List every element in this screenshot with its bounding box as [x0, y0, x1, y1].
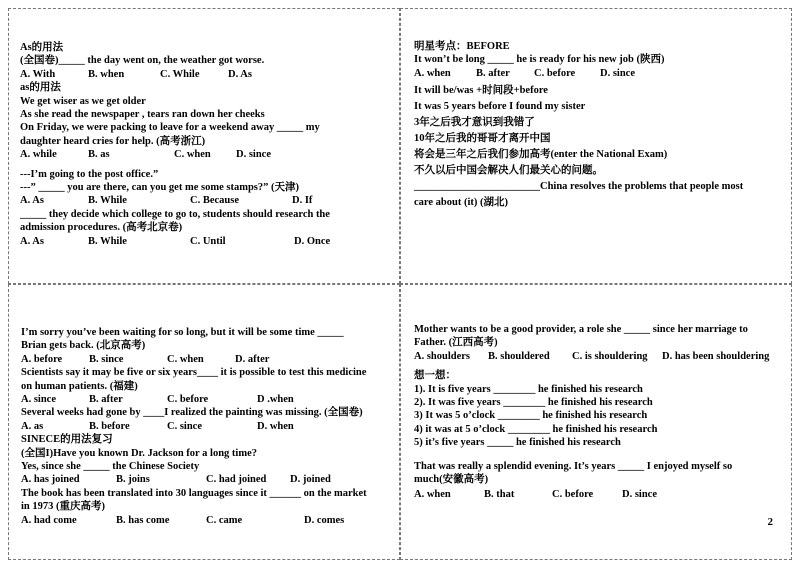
option-c: C. had joined	[206, 474, 267, 486]
answer-options	[414, 350, 784, 363]
question-stem: That was really a splendid evening. It’s years _____ I enjoyed myself so	[414, 460, 733, 472]
answer-options	[21, 393, 396, 406]
question-stem: Brian gets back. (北京高考)	[21, 340, 146, 352]
section-heading: As的用法	[20, 42, 64, 53]
section-heading: as的用法	[20, 82, 61, 94]
example-sentence: As she read the newspaper , tears ran down her cheeks	[20, 109, 265, 121]
option-b: B. shouldered	[488, 350, 550, 362]
option-c: C. came	[206, 514, 243, 526]
page-number: 2	[767, 516, 773, 528]
translation-exercise: 将会是三年之后我们参加高考(enter the National Exam)	[414, 149, 668, 161]
option-c: C. before	[534, 67, 576, 79]
panel-content	[414, 323, 784, 502]
option-a: A. shoulders	[414, 350, 471, 362]
panel-content	[20, 41, 392, 248]
panel-content	[414, 40, 784, 211]
option-c: C. before	[552, 489, 594, 501]
question-stem: admission procedures. (高考北京卷)	[20, 222, 183, 234]
option-a: A. With	[20, 68, 56, 80]
exercise-item: 2). It was five years ________ he finished his research	[414, 397, 653, 409]
option-c: C. before	[167, 394, 209, 406]
exercise-item: 4) it was at 5 o’clock ________ he finished his research	[414, 423, 658, 435]
answer-options	[21, 420, 396, 433]
panel-as-usage	[8, 8, 400, 284]
option-d: D. As	[228, 68, 252, 80]
question-stem: Several weeks had gone by ____I realized the painting was missing. (全国卷)	[21, 407, 363, 419]
option-b: B. before	[89, 420, 130, 432]
option-d: D. after	[235, 353, 270, 365]
option-d: D. Once	[294, 235, 331, 247]
panel-content	[21, 326, 396, 527]
exercise-item: 5) it’s five years _____ he finished his research	[414, 437, 621, 449]
option-c: C. While	[160, 68, 200, 80]
example-sentence: It was 5 years before I found my sister	[414, 101, 586, 113]
question-stem: ---I’m going to the post office.”	[20, 168, 159, 180]
option-c: C. when	[167, 353, 204, 365]
option-c: C. Until	[190, 235, 226, 247]
option-a: A. has joined	[21, 474, 80, 486]
option-b: B. While	[88, 235, 127, 247]
option-d: D. since	[622, 489, 657, 501]
exercise-item: 3) It was 5 o’clock ________ he finished his research	[414, 410, 648, 422]
translation-exercise: ________________________China resolves the problems that people most	[414, 181, 744, 193]
answer-options	[20, 68, 392, 81]
panel-since-exercises	[400, 284, 792, 560]
exercise-item: 1). It is five years ________ he finished his research	[414, 383, 643, 395]
translation-exercise: 3年之后我才意识到我错了	[414, 117, 535, 129]
answer-options	[21, 353, 396, 366]
option-a: A. before	[21, 353, 63, 365]
question-stem: _____ they decide which college to go to, students should research the	[20, 208, 330, 220]
question-stem: (全国卷)_____ the day went on, the weather got worse.	[20, 55, 265, 67]
option-b: B. While	[88, 195, 127, 207]
question-stem: On Friday, we were packing to leave for a weekend away _____ my	[20, 122, 320, 134]
answer-options	[20, 194, 392, 207]
question-stem: on human patients. (福建)	[21, 380, 138, 392]
option-b: B. as	[88, 149, 110, 161]
answer-options	[414, 488, 784, 501]
option-d: D. since	[600, 67, 635, 79]
answer-options	[21, 473, 396, 486]
option-c: C. Because	[190, 195, 239, 207]
option-a: A. As	[20, 195, 44, 207]
option-d: D. when	[257, 420, 294, 432]
option-a: A. As	[20, 235, 44, 247]
option-d: D. has been shouldering	[662, 350, 770, 362]
option-d: D. joined	[290, 474, 331, 486]
section-heading: SINECE的用法复习	[21, 434, 113, 446]
option-a: A. had come	[21, 514, 77, 526]
question-stem: Yes, since she _____ the Chinese Society	[21, 461, 200, 473]
option-d: D .when	[257, 394, 294, 406]
translation-exercise: 不久以后中国会解决人们最关心的问题。	[414, 165, 603, 177]
option-c: C. since	[167, 420, 202, 432]
panel-before-usage	[400, 8, 792, 284]
option-b: B. joins	[116, 474, 150, 486]
question-stem: It won’t be long _____ he is ready for his new job (陕西)	[414, 54, 665, 66]
option-d: D. comes	[304, 514, 345, 526]
option-b: B. when	[88, 68, 125, 80]
panel-before-since-exercises	[8, 284, 400, 560]
option-d: D. If	[292, 195, 313, 207]
option-a: A. when	[414, 67, 451, 79]
question-stem: Father. (江西高考)	[414, 337, 498, 349]
question-stem: ---” _____ you are there, can you get me some stamps?” (天津)	[20, 182, 299, 194]
option-c: C. when	[174, 149, 211, 161]
option-d: D. since	[236, 149, 271, 161]
section-heading: 明星考点：BEFORE	[414, 41, 510, 52]
answer-options	[20, 235, 392, 248]
option-b: B. after	[89, 394, 123, 406]
option-b: B. after	[476, 67, 510, 79]
example-sentence: We get wiser as we get older	[20, 95, 146, 107]
answer-options	[414, 67, 784, 80]
translation-exercise: 10年之后我的哥哥才离开中国	[414, 133, 551, 145]
translation-exercise: care about (it) (湖北)	[414, 197, 508, 209]
option-a: A. since	[21, 394, 56, 406]
question-stem: I’m sorry you’ve been waiting for so long, but it will be some time _____	[21, 327, 344, 338]
option-c: C. is shouldering	[572, 350, 648, 362]
answer-options	[21, 514, 396, 527]
question-stem: (全国I)Have you known Dr. Jackson for a long time?	[21, 447, 257, 459]
question-stem: in 1973 (重庆高考)	[21, 501, 105, 513]
option-a: A. while	[20, 149, 57, 161]
question-stem: Mother wants to be a good provider, a role she _____ since her marriage to	[414, 324, 748, 335]
question-stem: much(安徽高考)	[414, 474, 489, 486]
answer-options	[20, 148, 392, 161]
option-a: A. as	[21, 420, 44, 432]
question-stem: The book has been translated into 30 languages since it ______ on the market	[21, 487, 367, 499]
pattern-note: It will be/was +时间段+before	[414, 85, 548, 97]
option-b: B. that	[484, 489, 515, 501]
question-stem: Scientists say it may be five or six years____ it is possible to test this medicine	[21, 367, 367, 379]
question-stem: daughter heard cries for help. (高考浙江)	[20, 135, 206, 147]
section-heading: 想一想：	[414, 370, 456, 382]
option-b: B. has come	[116, 514, 170, 526]
option-a: A. when	[414, 489, 451, 501]
option-b: B. since	[89, 353, 124, 365]
